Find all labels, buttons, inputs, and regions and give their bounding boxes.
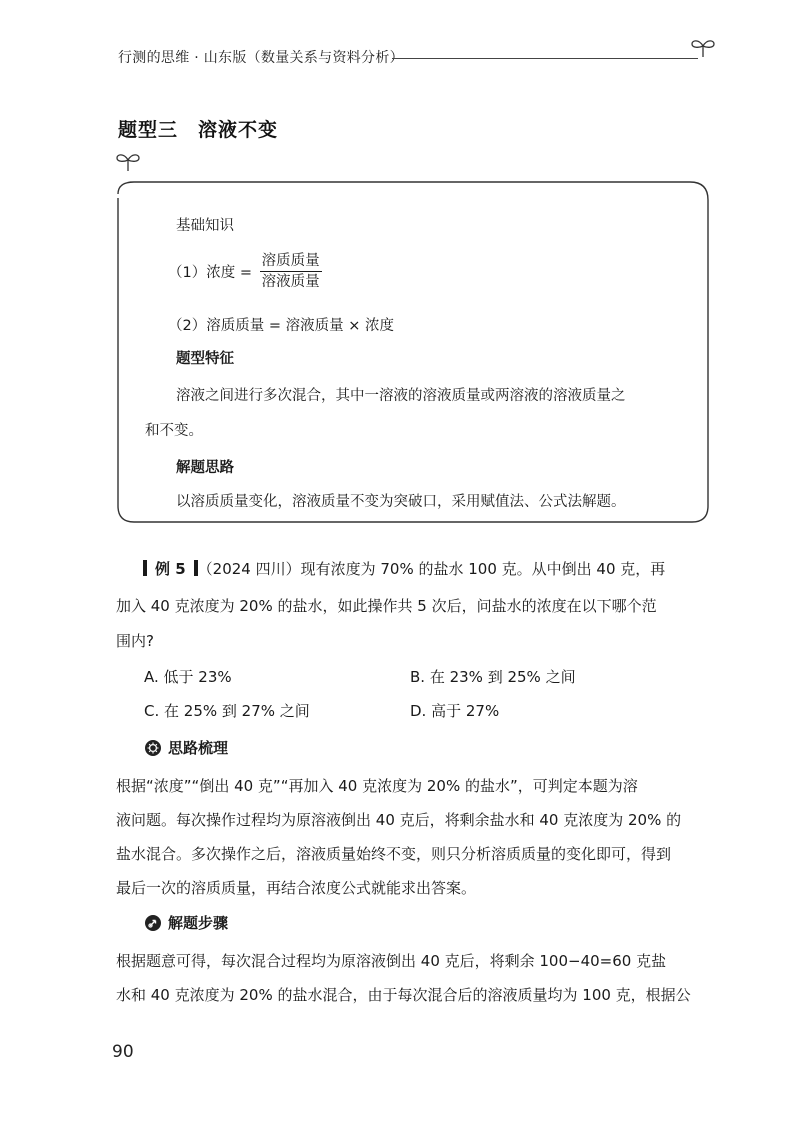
section-name: 溶液不变 xyxy=(198,119,279,141)
running-header: 行测的思维 · 山东版（数量关系与资料分析） xyxy=(118,50,404,66)
example-line1 xyxy=(143,553,665,585)
formula1-prefix: （1）浓度 = xyxy=(168,265,252,281)
example-label: 例 5 xyxy=(155,560,186,578)
formula-concentration xyxy=(168,252,322,291)
gear-bulb-icon xyxy=(145,740,161,756)
analysis-heading: 思路梳理 xyxy=(168,739,229,757)
option-b: B. 在 23% 到 25% 之间 xyxy=(410,668,576,686)
formula-solute-mass: （2）溶质质量 = 溶液质量 × 浓度 xyxy=(168,318,394,334)
basic-knowledge-heading: 基础知识 xyxy=(176,218,234,234)
section-title xyxy=(118,115,278,142)
solution-line1: 根据题意可得，每次混合过程均为原溶液倒出 40 克后，将剩余 100−40=60 克盐 xyxy=(116,952,667,970)
example-text-1: （2024 四川）现有浓度为 70% 的盐水 100 克。从中倒出 40 克，再 xyxy=(197,560,666,578)
example-line3: 围内? xyxy=(116,632,154,650)
option-a: A. 低于 23% xyxy=(144,668,232,686)
analysis-line2: 液问题。每次操作过程均为原溶液倒出 40 克后，将剩余盐水和 40 克浓度为 20% 的 xyxy=(116,811,682,829)
feature-heading: 题型特征 xyxy=(176,351,234,367)
analysis-heading-row xyxy=(145,737,228,758)
feature-text-line2: 和不变。 xyxy=(145,423,203,439)
section-label: 题型三 xyxy=(118,119,179,141)
option-c: C. 在 25% 到 27% 之间 xyxy=(144,702,310,720)
example-bracket-left xyxy=(143,560,147,576)
fraction xyxy=(260,252,322,291)
fraction-denominator: 溶液质量 xyxy=(261,274,320,290)
analysis-line3: 盐水混合。多次操作之后，溶液质量始终不变，则只分析溶质质量的变化即可，得到 xyxy=(116,845,672,863)
solution-line2: 水和 40 克浓度为 20% 的盐水混合，由于每次混合后的溶液质量均为 100 克，根据公 xyxy=(116,986,691,1004)
sprout-icon xyxy=(690,36,716,58)
approach-text: 以溶质质量变化，溶液质量不变为突破口，采用赋值法、公式法解题。 xyxy=(176,494,626,510)
feature-text-line1: 溶液之间进行多次混合，其中一溶液的溶液质量或两溶液的溶液质量之 xyxy=(176,388,626,404)
option-d: D. 高于 27% xyxy=(410,702,500,720)
solution-heading: 解题步骤 xyxy=(168,914,229,932)
analysis-line1: 根据“浓度”“倒出 40 克”“再加入 40 克浓度为 20% 的盐水”，可判定本题为溶 xyxy=(116,777,638,795)
solution-heading-row xyxy=(145,912,228,933)
rocket-icon xyxy=(145,915,161,931)
header-rule xyxy=(392,58,698,59)
approach-heading: 解题思路 xyxy=(176,460,234,476)
analysis-line4: 最后一次的溶质质量，再结合浓度公式就能求出答案。 xyxy=(116,879,477,897)
page-number: 90 xyxy=(112,1042,134,1062)
example-line2: 加入 40 克浓度为 20% 的盐水，如此操作共 5 次后，问盐水的浓度在以下哪个范 xyxy=(116,597,657,615)
fraction-numerator: 溶质质量 xyxy=(260,252,322,272)
